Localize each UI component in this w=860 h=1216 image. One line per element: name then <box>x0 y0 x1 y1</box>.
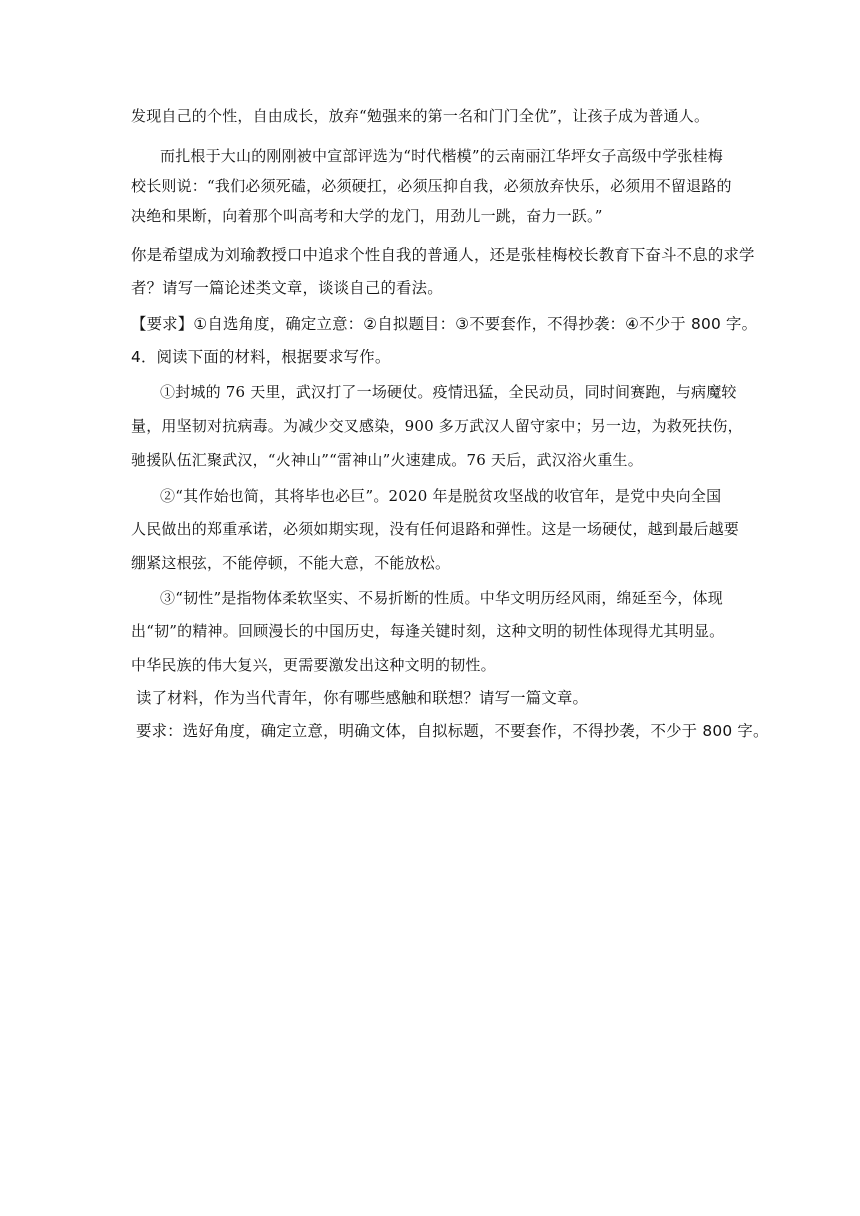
requirements-line: 【要求】①自选角度，确定立意：②自拟题目：③不要套作，不得抄袭：④不少于 800 字。 <box>131 315 758 333</box>
material-1-line: ①封城的 76 天里，武汉打了一场硬仗。疫情迅猛，全民动员，同时间赛跑，与病魔较 <box>160 383 737 401</box>
material-2-line: 绷紧这根弦，不能停顿，不能大意，不能放松。 <box>131 554 451 572</box>
question-heading: 4．阅读下面的材料，根据要求写作。 <box>131 348 391 366</box>
text-line: 你是希望成为刘瑜教授口中追求个性自我的普通人，还是张桂梅校长教育下奋斗不息的求学 <box>131 246 755 264</box>
material-3-line: 出“韧”的精神。回顾漫长的中国历史，每逢关键时刻，这种文明的韧性体现得尤其明显。 <box>131 622 725 640</box>
material-3-line: ③“韧性”是指物体柔软坚实、不易折断的性质。中华文明历经风雨，绵延至今，体现 <box>160 589 723 607</box>
material-2-line: ②“其作始也简，其将毕也必巨”。2020 年是脱贫攻坚战的收官年，是党中央向全国 <box>160 487 722 505</box>
material-2-line: 人民做出的郑重承诺，必须如期实现，没有任何退路和弹性。这是一场硬仗，越到最后越要 <box>131 520 740 538</box>
text-line: 决绝和果断，向着那个叫高考和大学的龙门，用劲儿一跳，奋力一跃。” <box>131 207 603 225</box>
material-3-line: 中华民族的伟大复兴，更需要激发出这种文明的韧性。 <box>131 656 496 674</box>
text-line: 发现自己的个性，自由成长，放弃“勉强来的第一名和门门全优”，让孩子成为普通人。 <box>131 107 710 125</box>
text-line: 者？请写一篇论述类文章，谈谈自己的看法。 <box>131 279 443 297</box>
material-1-line: 量，用坚韧对抗病毒。为减少交叉感染，900 多万武汉人留守家中；另一边，为救死扶伤， <box>131 417 743 435</box>
requirements-line: 要求：选好角度，确定立意，明确文体，自拟标题，不要套作，不得抄袭，不少于 800 字。 <box>136 722 769 740</box>
prompt-line: 读了材料，作为当代青年，你有哪些感触和联想？请写一篇文章。 <box>136 689 589 707</box>
text-line: 而扎根于大山的刚刚被中宣部评选为“时代楷模”的云南丽江华坪女子高级中学张桂梅 <box>160 147 723 165</box>
material-1-line: 驰援队伍汇聚武汉，“火神山”“雷神山”火速建成。76 天后，武汉浴火重生。 <box>131 451 643 469</box>
text-line: 校长则说：“我们必须死磕，必须硬扛，必须压抑自我，必须放弃快乐，必须用不留退路的 <box>131 177 732 195</box>
